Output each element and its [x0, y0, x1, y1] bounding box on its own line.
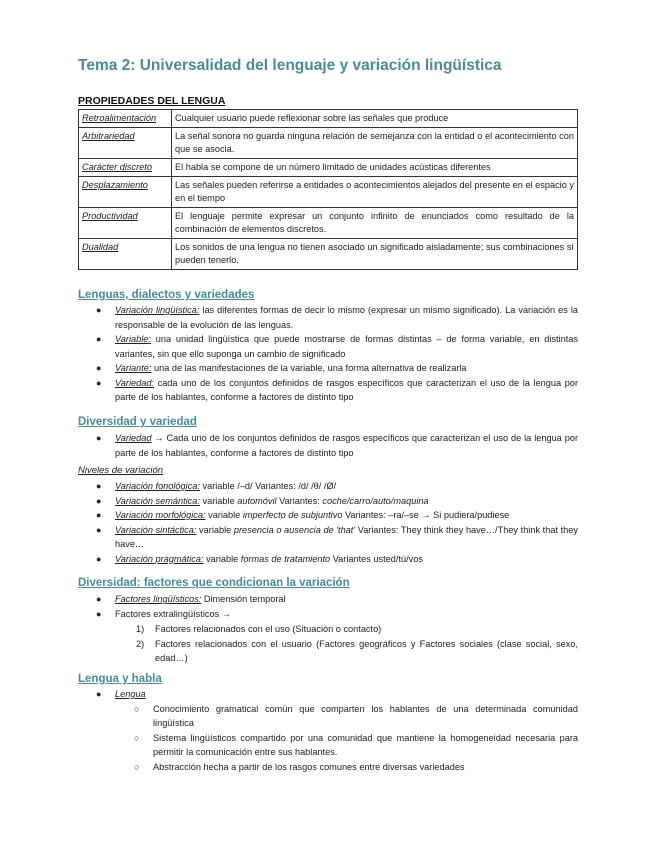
bullet-icon: ●	[96, 524, 102, 535]
properties-label: PROPIEDADES DEL LENGUA	[78, 95, 226, 107]
heading-lenguas: Lenguas, dialectos y variedades	[78, 289, 255, 301]
item-italic: formas de tratamiento	[240, 553, 331, 564]
bullet-icon: ●	[96, 377, 102, 388]
table-term: Carácter discreto	[79, 159, 172, 177]
table-row	[79, 239, 578, 270]
item-text: variable	[199, 495, 238, 506]
item-term: Variable:	[115, 334, 151, 344]
bullet-icon: ●	[96, 510, 102, 520]
item-text: Factores relacionados con el usuario (Factores geográficos y Factores sociales (clase social, sexo, edad…)	[155, 638, 578, 663]
item-number: 2)	[136, 638, 145, 649]
table-definition: La señal sonora no guarda ninguna relación de semejanza con la entidad o el acontecimiento con que se asocia.	[172, 128, 578, 159]
item-text: variable	[203, 553, 241, 564]
item-text: Variantes: They think they have…/They think that they have…	[115, 524, 578, 549]
list-item	[96, 687, 578, 702]
list-niveles	[96, 479, 578, 566]
table-row	[79, 159, 578, 177]
item-text: variable /–d/ Variantes: /d/ /θ/ /Ø/	[199, 481, 337, 491]
sub-list-item	[96, 760, 578, 775]
item-text: una de las manifestaciones de la variable, una forma alternativa de realizarla	[151, 363, 467, 373]
properties-table	[78, 109, 578, 270]
table-term: Arbitrariedad	[79, 128, 172, 159]
table-definition: El habla se compone de un número limitado de unidades acústicas diferentes	[172, 159, 578, 177]
item-term: Variación semántica:	[115, 495, 200, 506]
item-text: variable	[205, 510, 243, 520]
item-text: Variantes usted/tú/vos	[330, 553, 423, 564]
item-term: Variación morfológica:	[115, 510, 206, 520]
sub-list-item	[96, 731, 578, 760]
list-factores	[96, 592, 578, 666]
list-diversidad	[96, 431, 578, 460]
heading-diversidad: Diversidad y variedad	[78, 416, 197, 428]
bullet-icon: ●	[96, 608, 102, 619]
item-number: 1)	[136, 624, 145, 634]
table-definition: El lenguaje permite expresar un conjunto infinito de enunciados como resultado de la combinación de elementos discretos.	[172, 208, 578, 239]
bullet-icon: ●	[96, 334, 102, 344]
list-item	[96, 332, 578, 361]
circle-bullet-icon: ○	[134, 761, 140, 772]
table-term: Dualidad	[79, 239, 172, 270]
item-text: variable	[196, 524, 234, 535]
bullet-icon: ●	[96, 689, 102, 699]
bullet-icon: ●	[96, 553, 102, 564]
table-definition: Cualquier usuario puede reflexionar sobre las señales que produce	[172, 110, 578, 128]
table-term: Desplazamiento	[79, 177, 172, 208]
table-definition: Las señales pueden referirse a entidades o acontecimientos alejados del presente en el espacio y en el tiempo	[172, 177, 578, 208]
item-term: Variedad	[115, 433, 152, 443]
table-row	[79, 208, 578, 239]
item-text: Factores extralingüísticos →	[115, 608, 231, 619]
item-term: Variación pragmática:	[115, 553, 204, 564]
list-item	[96, 479, 578, 494]
sub-list-item	[96, 702, 578, 731]
numbered-item	[96, 622, 578, 637]
item-term: Variedad:	[115, 377, 154, 388]
bullet-icon: ●	[96, 495, 102, 506]
item-italic: coche/carro/auto/maquina	[322, 495, 429, 506]
list-item	[96, 376, 578, 405]
item-text: las diferentes formas de decir lo mismo (expresar un mismo significado). La variación es la responsable de la evolución de las lenguas.	[115, 305, 578, 330]
heading-lengua: Lengua y habla	[78, 673, 162, 685]
list-item	[96, 508, 578, 523]
item-text: cada uno de los conjuntos definidos de rasgos específicos que caracterizan el uso de la lengua por parte de los hablantes, conforme a factores de distinto tipo	[115, 377, 578, 402]
list-item	[96, 607, 578, 622]
circle-bullet-icon: ○	[134, 703, 140, 714]
page-title: Tema 2: Universalidad del lenguaje y variación lingüística	[78, 57, 502, 74]
bullet-icon: ●	[96, 433, 102, 443]
item-text: Sistema lingüísticos compartido por una comunidad que mantiene la homogeneidad necesaria para permitir la comunicación entre sus hablantes.	[153, 732, 578, 757]
item-term: Factores lingüísticos:	[115, 594, 202, 604]
item-italic: presencia o ausencia de 'that'	[233, 524, 356, 535]
list-item	[96, 552, 578, 567]
table-term: Productividad	[79, 208, 172, 239]
list-lengua	[96, 687, 578, 774]
bullet-icon: ●	[96, 481, 102, 491]
item-term: Lengua	[115, 689, 146, 699]
item-italic: automóvil	[237, 495, 277, 506]
list-item	[96, 494, 578, 509]
list-item	[96, 592, 578, 607]
item-text: Conocimiento gramatical común que comparten los hablantes de una determinada comunidad lingüística	[153, 703, 578, 728]
item-term: Variación lingüística:	[115, 305, 200, 315]
list-item	[96, 523, 578, 552]
item-text: Factores relacionados con el uso (Situación o contacto)	[155, 624, 382, 634]
table-definition: Los sonidos de una lengua no tienen asociado un significado aisladamente; sus combinaciones sí pueden tenerlo.	[172, 239, 578, 270]
item-text: Variantes:	[276, 495, 323, 506]
table-term: Retroalimentación	[79, 110, 172, 128]
bullet-icon: ●	[96, 363, 102, 373]
item-term: Variación fonológica:	[115, 481, 200, 491]
item-text: → Cada uno de los conjuntos definidos de rasgos específicos que caracterizan el uso de la lengua por parte de los hablantes, conforme a factores de distinto tipo	[115, 433, 578, 458]
heading-niveles: Niveles de variación	[78, 465, 164, 476]
item-text: una unidad lingüística que puede mostrarse de formas distintas – de forma variable, en distintas variantes, sin que ello suponga un cambio de significado	[115, 334, 578, 359]
list-item	[96, 361, 578, 376]
circle-bullet-icon: ○	[134, 732, 140, 743]
bullet-icon: ●	[96, 594, 102, 604]
list-lenguas	[96, 303, 578, 405]
list-item	[96, 431, 578, 460]
item-text: Variantes: –ra/–se → Si pudiera/pudiese	[342, 510, 510, 520]
table-row	[79, 128, 578, 159]
numbered-item	[96, 637, 578, 666]
heading-factores: Diversidad: factores que condicionan la variación	[78, 577, 350, 589]
table-row	[79, 177, 578, 208]
item-text: Abstracción hecha a partir de los rasgos comunes entre diversas variedades	[153, 761, 465, 772]
bullet-icon: ●	[96, 305, 102, 315]
item-italic: imperfecto de subjuntivo	[242, 510, 343, 520]
item-term: Variación sintáctica:	[115, 524, 197, 535]
table-row	[79, 110, 578, 128]
item-term: Variante:	[115, 363, 152, 373]
list-item	[96, 303, 578, 332]
item-text: Dimensión temporal	[201, 594, 286, 604]
